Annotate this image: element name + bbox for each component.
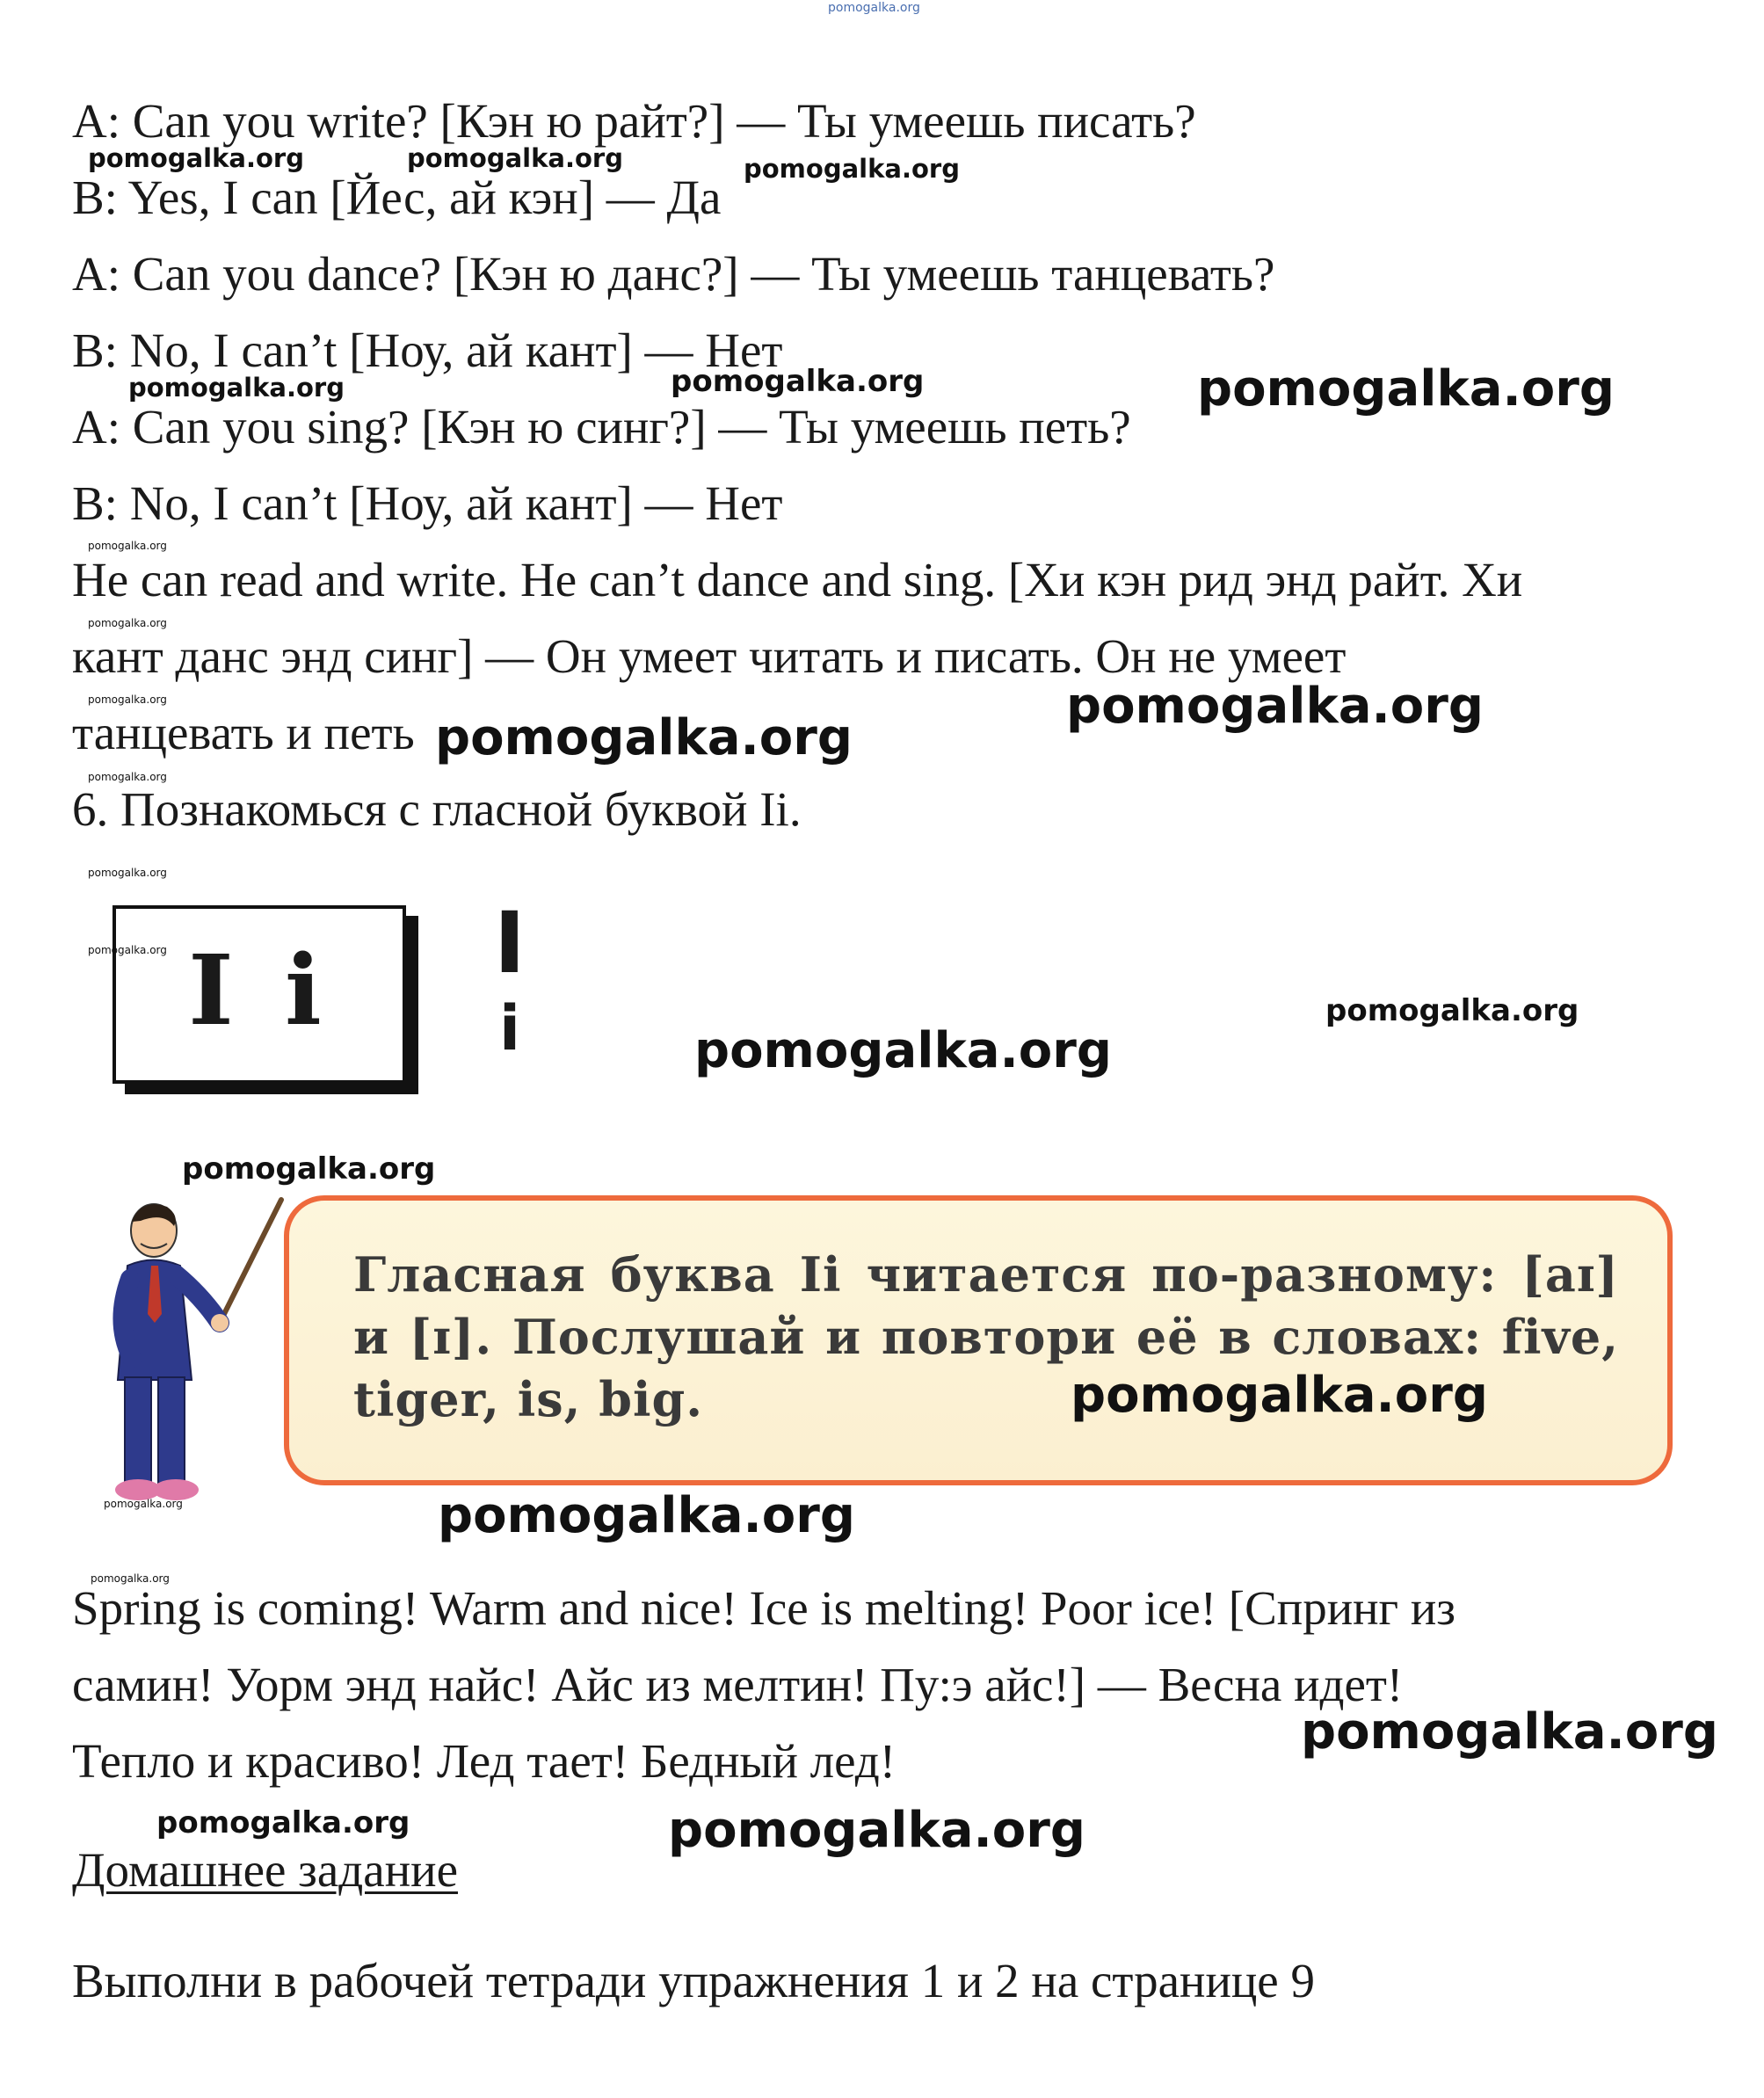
watermark: pomogalka.org xyxy=(88,693,167,706)
top-watermark: pomogalka.org xyxy=(828,1,920,15)
watermark: pomogalka.org xyxy=(104,1498,183,1510)
watermark: pomogalka.org xyxy=(438,1487,855,1544)
dialogue-line-1: A: Can you write? [Кэн ю райт?] — Ты умеешь писать? xyxy=(72,94,1196,148)
watermark: pomogalka.org xyxy=(88,143,304,173)
dialogue-line-6: B: No, I can’t [Ноу, ай кант] — Нет xyxy=(72,476,783,530)
watermark: pomogalka.org xyxy=(1301,1703,1718,1760)
homework-heading[interactable]: Домашнее задание xyxy=(72,1843,458,1897)
teacher-illustration xyxy=(88,1191,290,1516)
dialogue-line-3: A: Can you dance? [Кэн ю данс?] — Ты умеешь танцевать? xyxy=(72,247,1275,301)
watermark: pomogalka.org xyxy=(88,540,167,552)
watermark: pomogalka.org xyxy=(88,617,167,629)
summary-line-1: He can read and write. He can’t dance and sing. [Хи кэн рид энд райт. Хи xyxy=(72,553,1523,606)
watermark: pomogalka.org xyxy=(128,373,345,403)
letter-card xyxy=(113,905,406,1084)
letter-card-text: I i xyxy=(188,933,330,1047)
watermark: pomogalka.org xyxy=(1197,360,1615,417)
homework-text: Выполни в рабочей тетради упражнения 1 и 2 на странице 9 xyxy=(72,1954,1315,2007)
watermark: pomogalka.org xyxy=(88,771,167,783)
watermark: pomogalka.org xyxy=(1066,678,1484,735)
letter-lower: i xyxy=(499,992,520,1064)
rule-text: Гласная буква Ii читается по-разному: [aɪ] и [ɪ]. Послушай и повтори её в словах: five, tiger, is, big. xyxy=(353,1246,1619,1427)
watermark: pomogalka.org xyxy=(156,1805,410,1840)
dialogue-line-2: B: Yes, I can [Йес, ай кэн] — Да xyxy=(72,171,722,224)
letter-upper: I xyxy=(494,894,526,992)
watermark: pomogalka.org xyxy=(744,154,960,184)
watermark: pomogalka.org xyxy=(435,709,853,766)
watermark: pomogalka.org xyxy=(694,1022,1112,1079)
poem-line-2: самин! Уорм энд найс! Айс из мелтин! Пу:э айс!] — Весна идет! xyxy=(72,1658,1404,1711)
dialogue-line-5: A: Can you sing? [Кэн ю синг?] — Ты умеешь петь? xyxy=(72,400,1131,454)
watermark: pomogalka.org xyxy=(91,1572,170,1585)
watermark: pomogalka.org xyxy=(88,944,167,956)
watermark: pomogalka.org xyxy=(1325,993,1579,1028)
watermark: pomogalka.org xyxy=(671,364,925,399)
watermark: pomogalka.org xyxy=(407,143,623,173)
summary-line-3: танцевать и петь xyxy=(72,706,415,759)
dialogue-line-4: B: No, I can’t [Ноу, ай кант] — Нет xyxy=(72,323,783,377)
poem-line-3: Тепло и красиво! Лед тает! Бедный лед! xyxy=(72,1734,897,1788)
watermark: pomogalka.org xyxy=(182,1151,436,1187)
exercise-title: 6. Познакомься с гласной буквой Ii. xyxy=(72,782,802,836)
summary-line-2: кант данс энд синг] — Он умеет читать и писать. Он не умеет xyxy=(72,629,1347,683)
watermark: pomogalka.org xyxy=(1071,1367,1488,1424)
watermark: pomogalka.org xyxy=(668,1802,1085,1859)
watermark: pomogalka.org xyxy=(88,867,167,879)
poem-line-1: Spring is coming! Warm and nice! Ice is melting! Poor ice! [Спринг из xyxy=(72,1581,1456,1635)
